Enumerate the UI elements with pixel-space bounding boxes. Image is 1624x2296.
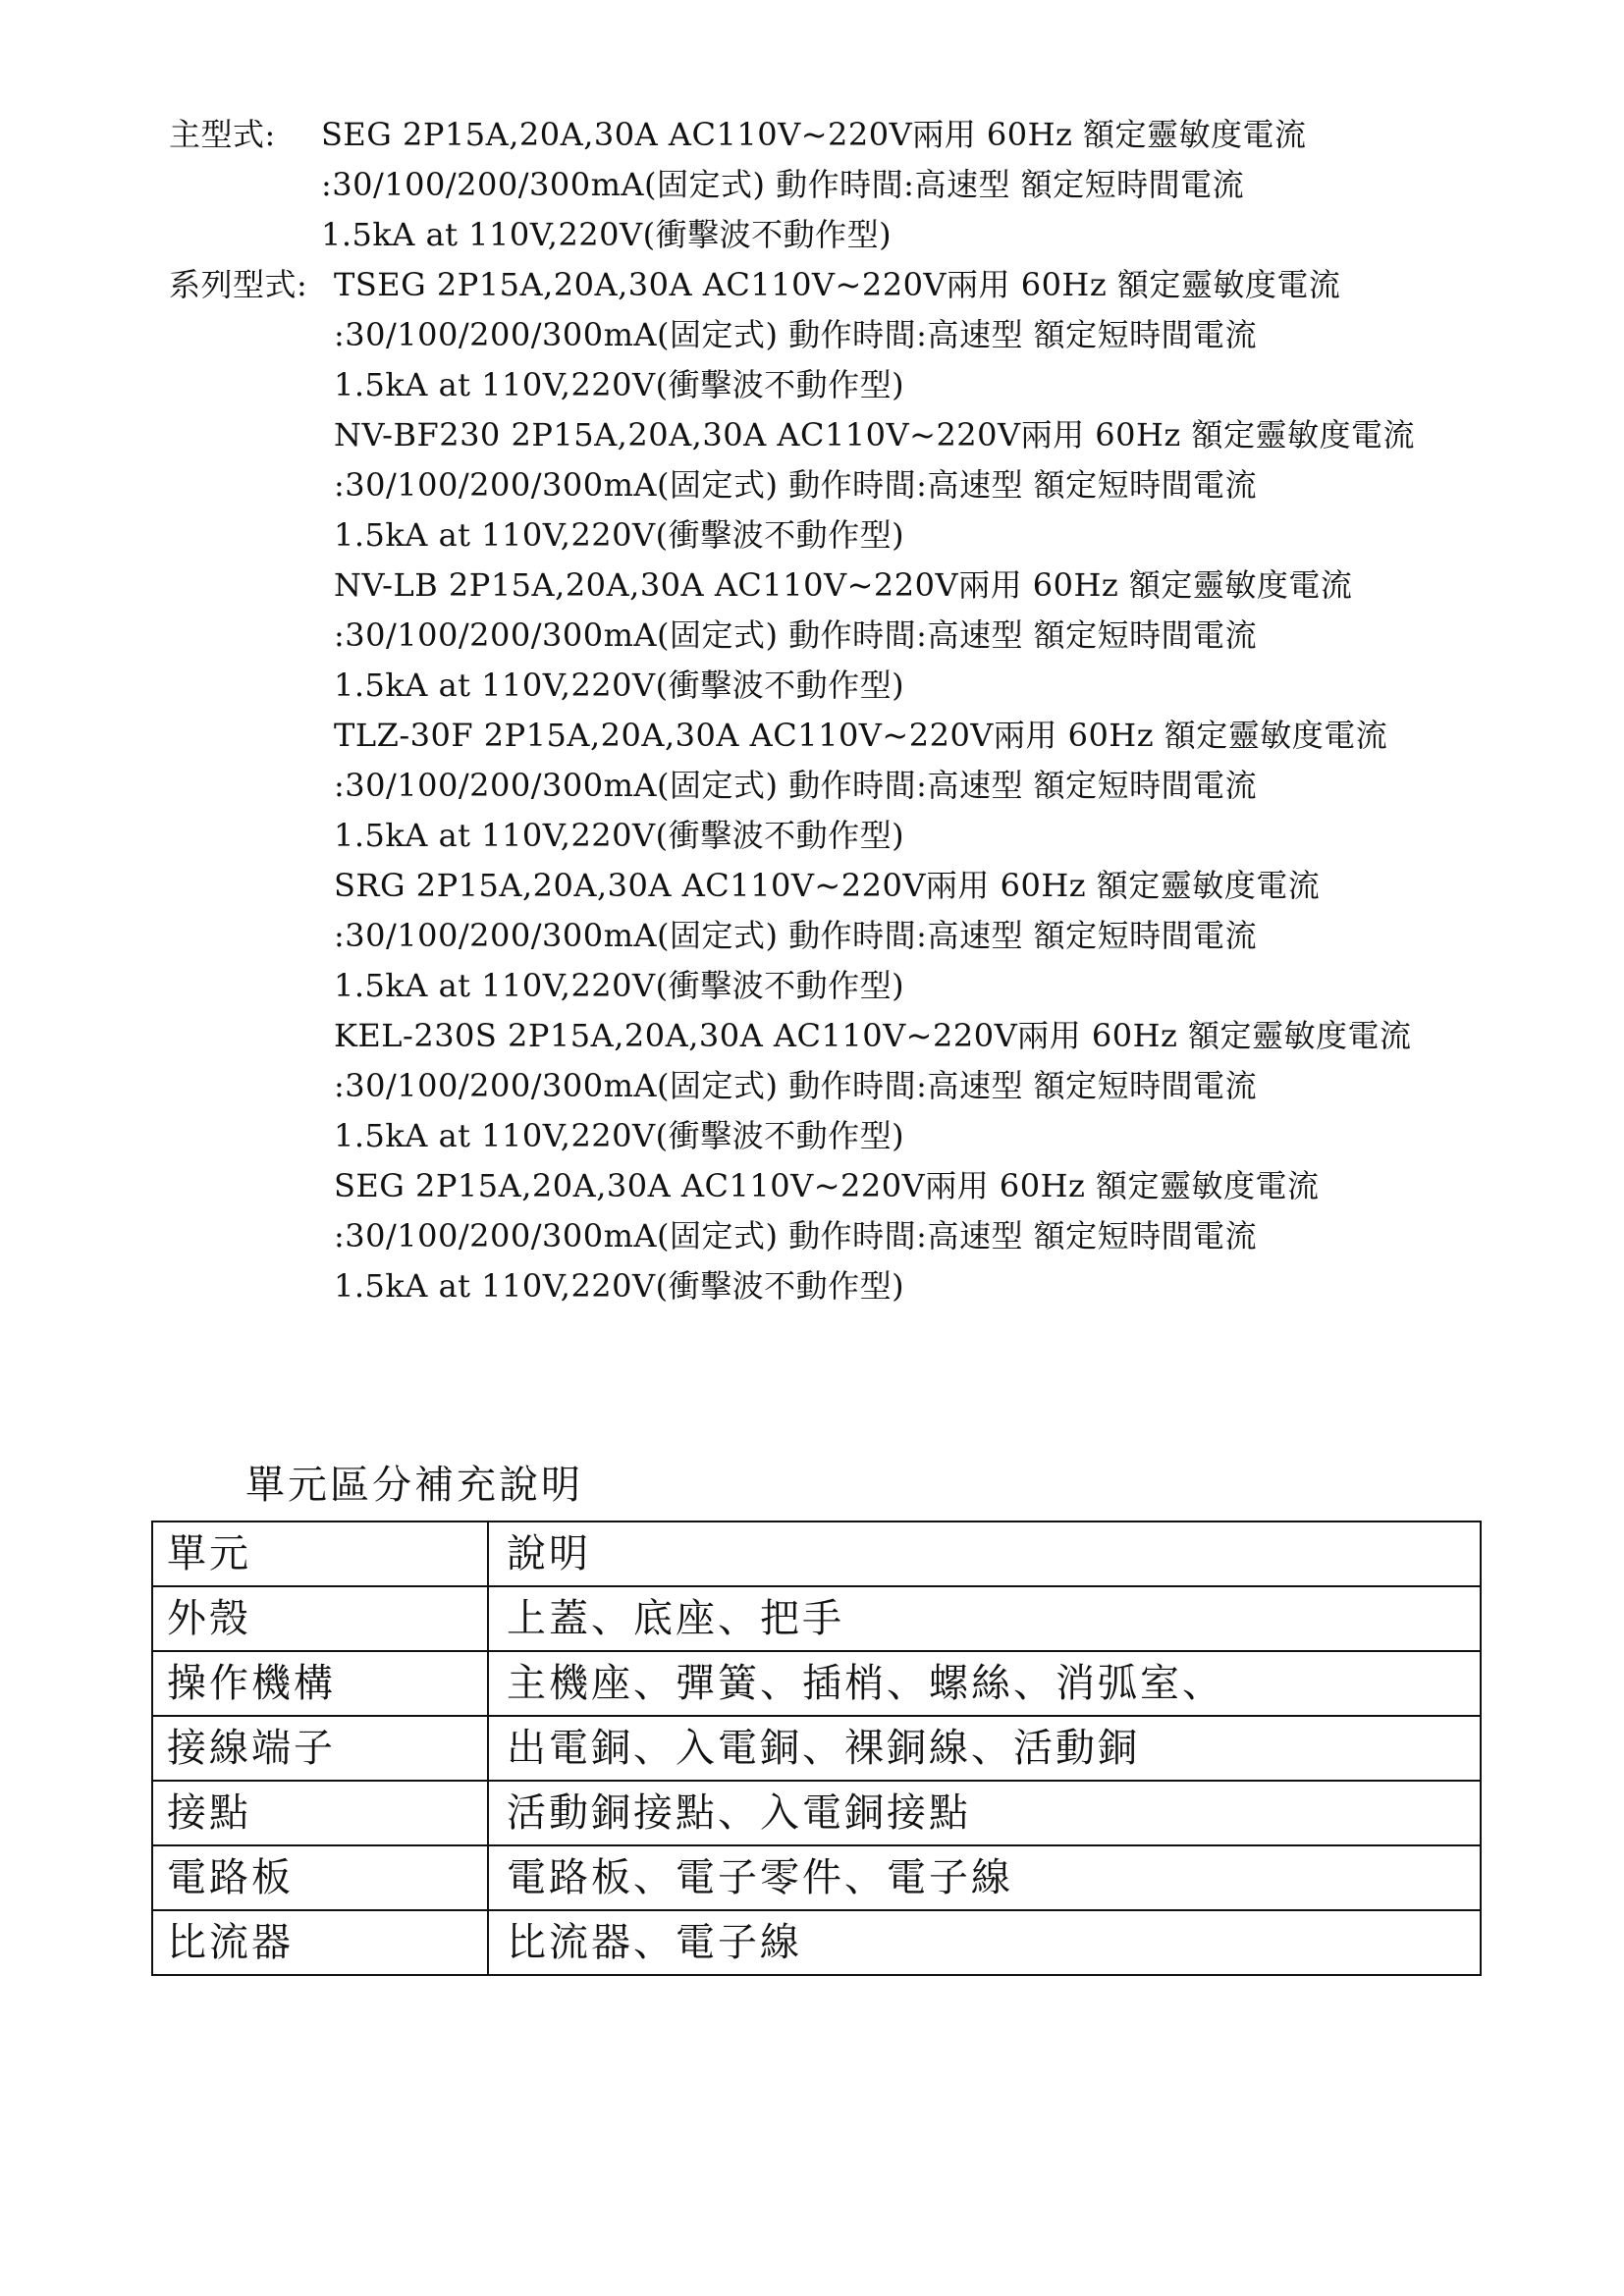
- unit-cell: 電路板: [152, 1845, 488, 1910]
- table-row: [152, 1716, 1481, 1781]
- series-entry-line: 1.5kA at 110V,220V(衝擊波不動作型): [334, 1117, 905, 1154]
- unit-cell: 比流器: [152, 1910, 488, 1975]
- header-unit-cell: 單元: [152, 1522, 488, 1586]
- series-entry-line: SRG 2P15A,20A,30A AC110V~220V兩用 60Hz 額定靈敏度電流: [334, 867, 1321, 904]
- desc-cell: 活動銅接點、入電銅接點: [488, 1781, 1481, 1845]
- series-model-row: [169, 260, 1543, 310]
- series-entry-line: 1.5kA at 110V,220V(衝擊波不動作型): [334, 1267, 905, 1305]
- desc-cell: 電路板、電子零件、電子線: [488, 1845, 1481, 1910]
- series-model-line: :30/100/200/300mA(固定式) 動作時間:高速型 額定短時間電流: [334, 316, 1258, 353]
- series-entry-line: SEG 2P15A,20A,30A AC110V~220V兩用 60Hz 額定靈敏度電流: [334, 1167, 1320, 1204]
- spec-block: [169, 110, 1543, 1311]
- series-entry-line: 1.5kA at 110V,220V(衝擊波不動作型): [334, 967, 905, 1004]
- series-model-line: 1.5kA at 110V,220V(衝擊波不動作型): [334, 366, 905, 403]
- desc-cell: 主機座、彈簧、插梢、螺絲、消弧室、: [488, 1651, 1481, 1716]
- table-row: [152, 1586, 1481, 1651]
- series-entry-line: KEL-230S 2P15A,20A,30A AC110V~220V兩用 60Hz 額定靈敏度電流: [334, 1017, 1412, 1054]
- desc-cell: 比流器、電子線: [488, 1910, 1481, 1975]
- main-model-line: SEG 2P15A,20A,30A AC110V~220V兩用 60Hz 額定靈敏度電流: [321, 116, 1307, 153]
- series-entry-line: :30/100/200/300mA(固定式) 動作時間:高速型 額定短時間電流: [334, 466, 1258, 504]
- series-entry-line: 1.5kA at 110V,220V(衝擊波不動作型): [334, 817, 905, 854]
- unit-table: [151, 1521, 1482, 1976]
- header-desc-cell: 說明: [488, 1522, 1481, 1586]
- unit-cell: 操作機構: [152, 1651, 488, 1716]
- table-row: [152, 1651, 1481, 1716]
- series-entry-line: :30/100/200/300mA(固定式) 動作時間:高速型 額定短時間電流: [334, 1067, 1258, 1104]
- table-row: [152, 1910, 1481, 1975]
- series-entry-line: 1.5kA at 110V,220V(衝擊波不動作型): [334, 516, 905, 554]
- table-row: [152, 1845, 1481, 1910]
- series-model-label: 系列型式:: [169, 266, 308, 303]
- table-row: [152, 1781, 1481, 1845]
- series-entry-line: NV-LB 2P15A,20A,30A AC110V~220V兩用 60Hz 額定靈敏度電流: [334, 566, 1353, 604]
- series-entry-line: :30/100/200/300mA(固定式) 動作時間:高速型 額定短時間電流: [334, 1217, 1258, 1255]
- main-model-label: 主型式:: [169, 116, 276, 153]
- main-model-row: [169, 110, 1543, 160]
- series-entry-line: :30/100/200/300mA(固定式) 動作時間:高速型 額定短時間電流: [334, 917, 1258, 954]
- unit-cell: 接點: [152, 1781, 488, 1845]
- series-entry-line: TLZ-30F 2P15A,20A,30A AC110V~220V兩用 60Hz 額定靈敏度電流: [334, 717, 1388, 754]
- desc-cell: 上蓋、底座、把手: [488, 1586, 1481, 1651]
- series-entry-line: NV-BF230 2P15A,20A,30A AC110V~220V兩用 60Hz 額定靈敏度電流: [334, 416, 1415, 454]
- unit-cell: 接線端子: [152, 1716, 488, 1781]
- series-entry-line: :30/100/200/300mA(固定式) 動作時間:高速型 額定短時間電流: [334, 767, 1258, 804]
- desc-cell: 出電銅、入電銅、裸銅線、活動銅: [488, 1716, 1481, 1781]
- series-entry-line: :30/100/200/300mA(固定式) 動作時間:高速型 額定短時間電流: [334, 616, 1258, 654]
- unit-section-title: 單元區分補充說明: [245, 1463, 583, 1508]
- series-model-line: TSEG 2P15A,20A,30A AC110V~220V兩用 60Hz 額定靈敏度電流: [334, 266, 1341, 303]
- series-entry-line: 1.5kA at 110V,220V(衝擊波不動作型): [334, 667, 905, 704]
- table-header-row: [152, 1522, 1481, 1586]
- main-model-line: 1.5kA at 110V,220V(衝擊波不動作型): [321, 216, 893, 253]
- main-model-line: :30/100/200/300mA(固定式) 動作時間:高速型 額定短時間電流: [321, 166, 1245, 203]
- unit-cell: 外殼: [152, 1586, 488, 1651]
